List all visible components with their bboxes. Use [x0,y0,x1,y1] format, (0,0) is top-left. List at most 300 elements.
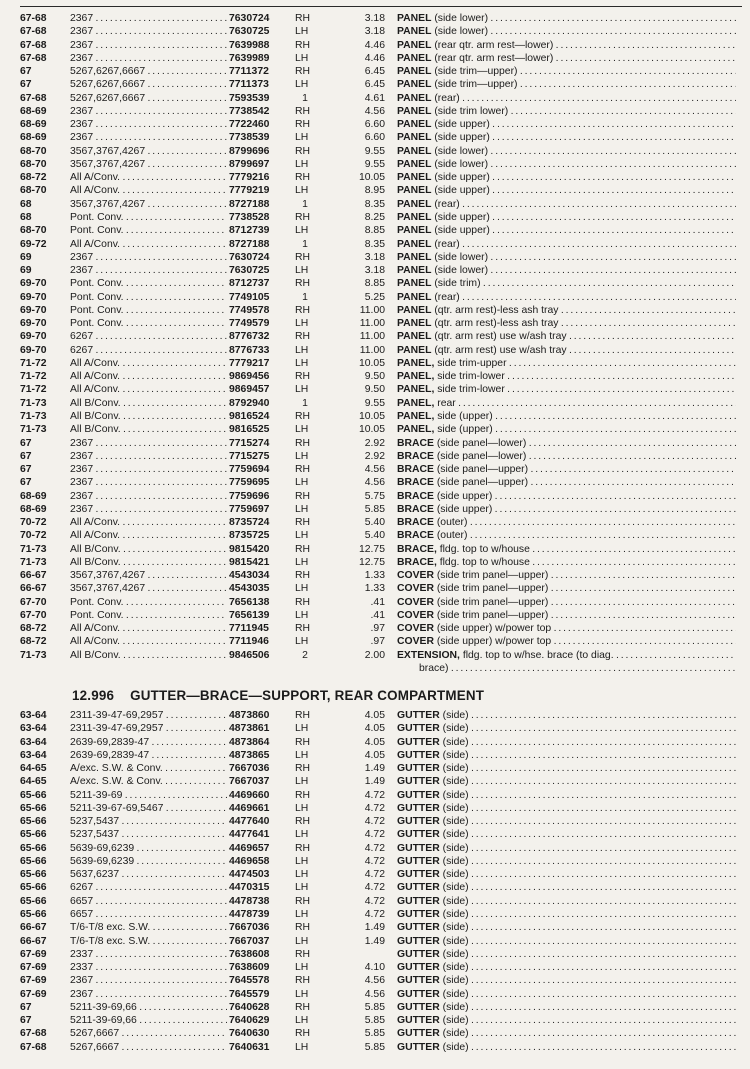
model-cell: 5237,5437 . . . [70,815,227,828]
table-row [20,264,748,277]
side-qty-cell: LH [295,583,309,595]
part-number-cell: 7779216 [229,172,270,184]
part-name: BRACE, [397,556,437,568]
description-cell [397,437,736,450]
side-qty-cell: LH [295,935,309,947]
year-cell: 63-64 [20,736,47,748]
description-cell [397,264,736,277]
year-cell: 71-72 [20,384,47,396]
table-row [20,908,748,921]
part-number-cell: 4873864 [229,736,270,748]
year-cell: 68 [20,211,32,223]
price-cell: 4.72 [364,908,385,920]
price-cell: 10.05 [358,410,385,422]
part-number-cell: 4469661 [229,802,270,814]
price-cell: 5.85 [364,503,385,515]
price-cell: 8.25 [364,211,385,223]
part-name: COVER [397,636,434,648]
side-qty-cell: LH [295,52,309,64]
price-cell: 6.45 [364,66,385,78]
part-number-cell: 7630725 [229,26,270,38]
part-description: (qtr. arm rest)-less ash tray [434,304,559,316]
description-cell [397,476,736,489]
part-description: (side) [442,723,469,735]
year-cell: 71-73 [20,397,47,409]
year-cell: 69-70 [20,291,47,303]
side-qty-cell: 1 [302,238,308,250]
table-row [20,78,748,91]
price-cell: 5.75 [364,490,385,502]
year-cell: 67 [20,450,32,462]
side-qty-cell: LH [295,802,309,814]
part-name: COVER [397,570,434,582]
year-cell: 67-70 [20,596,47,608]
price-cell: 6.60 [364,119,385,131]
part-name: PANEL [397,344,432,356]
part-description: (side) [442,975,469,987]
part-description: (side) [442,842,469,854]
year-cell: 68 [20,198,32,210]
side-qty-cell: RH [295,437,311,449]
part-name: BRACE [397,490,434,502]
model-cell: 5639-69,6239 . . . [70,855,227,868]
model-cell: 5211-39-69,66 . . . [70,1001,227,1014]
table-row [20,895,748,908]
model-cell: 3567,3767,4267 . . . [70,198,227,211]
model-cell: 2367 . . . [70,251,227,264]
part-number-cell: 8727188 [229,238,270,250]
part-number-cell: 8735724 [229,517,270,529]
part-number-cell: 7749578 [229,304,270,316]
part-number-cell: 7738542 [229,105,270,117]
year-cell: 69-72 [20,238,47,250]
description-cell [397,842,736,855]
year-cell: 65-66 [20,908,47,920]
part-description: (side panel—upper) [436,477,529,489]
price-cell: 4.72 [364,789,385,801]
part-name: GUTTER [397,710,440,721]
side-qty-cell: RH [295,1028,311,1040]
description-cell [397,569,736,582]
year-cell: 67-68 [20,1041,47,1053]
part-number-cell: 7667037 [229,776,270,788]
year-cell: 67 [20,1015,32,1027]
part-number-cell: 7779217 [229,357,270,369]
part-name: PANEL [397,39,432,51]
model-cell: All A/Conv. . . . [70,635,227,648]
part-description: (side) [442,922,469,934]
description-cell [397,158,736,171]
side-qty-cell: LH [295,962,309,974]
price-cell: 4.05 [364,749,385,761]
price-cell: 3.18 [364,26,385,38]
model-cell: All B/Conv. . . . [70,410,227,423]
parts-table-gutters [20,709,748,1054]
part-name: GUTTER [397,1001,440,1013]
side-qty-cell: RH [295,331,311,343]
part-name: BRACE [397,517,434,529]
year-cell: 68-72 [20,172,47,184]
price-cell: 6.60 [364,132,385,144]
model-cell: 2367 . . . [70,12,227,25]
part-description: (qtr. arm rest) use w/ash tray [434,344,567,356]
part-description: (side trim panel—upper) [436,596,549,608]
side-qty-cell: LH [295,829,309,841]
side-qty-cell: LH [295,357,309,369]
part-number-cell: 7715275 [229,450,270,462]
part-number-cell: 7711945 [229,623,269,635]
part-name: PANEL [397,79,432,91]
model-cell: 5267,6267,6667 . . . [70,78,227,91]
description-cell [397,184,736,197]
price-cell: 4.61 [364,92,385,104]
part-description: (side) [442,710,469,721]
part-name: GUTTER [397,723,440,735]
year-cell: 67 [20,437,32,449]
model-cell: A/exc. S.W. & Conv. . . . [70,762,227,775]
part-description: side trim-lower [437,371,505,383]
side-qty-cell: LH [295,776,309,788]
part-number-cell: 7667037 [229,935,270,947]
year-cell: 70-72 [20,530,47,542]
year-cell: 69 [20,251,32,263]
table-row [20,330,748,343]
description-cell [397,948,736,961]
side-qty-cell: RH [295,736,311,748]
year-cell: 67-69 [20,988,47,1000]
side-qty-cell: RH [295,975,311,987]
part-number-cell: 8799697 [229,158,270,170]
price-cell: 5.40 [364,530,385,542]
side-qty-cell: RH [295,145,311,157]
price-cell: 9.55 [364,397,385,409]
section-heading [72,688,484,703]
year-cell: 64-65 [20,776,47,788]
description-cell [397,131,736,144]
table-row [20,649,748,662]
side-qty-cell: RH [295,623,311,635]
side-qty-cell: RH [295,816,311,828]
model-cell: All B/Conv. . . . [70,423,227,436]
model-cell: 5211-39-67-69,5467 . . . [70,802,227,815]
part-number-cell: 4469660 [229,789,270,801]
model-cell: Pont. Conv. . . . [70,277,227,290]
side-qty-cell: RH [295,172,311,184]
model-cell: 2367 . . . [70,25,227,38]
table-row [20,961,748,974]
side-qty-cell: LH [295,26,309,38]
description-cell [397,39,736,52]
part-name: GUTTER [397,855,440,867]
model-cell: 3567,3767,4267 . . . [70,582,227,595]
description-cell [397,198,736,211]
price-cell: 2.00 [364,649,385,661]
part-description: (side trim panel—upper) [436,609,549,621]
price-cell: 2.92 [364,437,385,449]
description-cell [397,1014,736,1027]
side-qty-cell: LH [295,225,309,237]
model-cell: 6657 . . . [70,908,227,921]
part-name: BRACE [397,450,434,462]
table-row [20,815,748,828]
model-cell: 5237,5437 . . . [70,828,227,841]
part-number-cell: 9816524 [229,410,270,422]
description-cell [397,974,736,987]
price-cell: 4.72 [364,842,385,854]
part-number-cell: 4478739 [229,908,270,920]
description-cell [397,895,736,908]
model-cell: Pont. Conv. . . . [70,224,227,237]
side-qty-cell: LH [295,609,309,621]
part-name: GUTTER [397,1028,440,1040]
description-cell [397,145,736,158]
table-row [20,171,748,184]
description-cell [397,65,736,78]
description-cell [397,516,736,529]
price-cell: 9.55 [364,145,385,157]
model-cell: 5267,6667 . . . [70,1041,227,1054]
side-qty-cell: LH [295,1015,309,1027]
part-number-cell: 4478738 [229,895,270,907]
side-qty-cell: RH [295,371,311,383]
part-name: PANEL [397,66,432,78]
part-number-cell: 4474503 [229,869,270,881]
part-number-cell: 7738528 [229,211,270,223]
part-description: (side) [442,776,469,788]
table-row [20,948,748,961]
description-cell [397,78,736,91]
section-title: GUTTER—BRACE—SUPPORT, REAR COMPARTMENT [130,688,485,703]
description-cell [397,762,736,775]
model-cell: 6267 . . . [70,344,227,357]
table-row [20,596,748,609]
side-qty-cell: LH [295,265,309,277]
year-cell: 71-72 [20,371,47,383]
year-cell: 65-66 [20,842,47,854]
part-name: GUTTER [397,736,440,748]
model-cell: 2639-69,2839-47 . . . [70,749,227,762]
table-row [20,881,748,894]
part-description: (side upper) w/power top [436,623,552,635]
part-description: (side) [442,935,469,947]
table-row [20,52,748,65]
model-cell: 2367 . . . [70,39,227,52]
price-cell: 4.56 [364,105,385,117]
price-cell: 4.56 [364,477,385,489]
side-qty-cell: RH [295,119,311,131]
description-cell [397,961,736,974]
part-description: (side upper) [436,490,493,502]
year-cell: 67 [20,464,32,476]
side-qty-cell: RH [295,517,311,529]
description-cell [397,736,736,749]
model-cell: All A/Conv. . . . [70,171,227,184]
part-number-cell: 7759695 [229,477,270,489]
model-cell: 3567,3767,4267 . . . [70,569,227,582]
table-row [20,974,748,987]
table-row [20,463,748,476]
price-cell: 6.45 [364,79,385,91]
part-description: (side lower) [434,26,489,38]
part-number-cell: 4469657 [229,842,270,854]
part-name: GUTTER [397,935,440,947]
year-cell: 68-69 [20,119,47,131]
year-cell: 68-70 [20,185,47,197]
year-cell: 67 [20,1001,32,1013]
part-name: BRACE [397,464,434,476]
side-qty-cell: RH [295,543,311,555]
table-row [20,868,748,881]
side-qty-cell: LH [295,477,309,489]
description-cell [397,622,736,635]
year-cell: 65-66 [20,869,47,881]
part-number-cell: 9816525 [229,424,270,436]
model-cell: 2367 . . . [70,105,227,118]
side-qty-cell: RH [295,570,311,582]
description-cell [397,881,736,894]
description-cell [397,815,736,828]
part-number-cell: 7749579 [229,318,270,330]
description-cell [397,828,736,841]
year-cell: 70-72 [20,517,47,529]
year-cell: 71-73 [20,424,47,436]
table-row [20,450,748,463]
model-cell: All A/Conv. . . . [70,622,227,635]
part-number-cell: 4543035 [229,583,270,595]
part-description: (qtr. arm rest) use w/ash tray [434,331,567,343]
side-qty-cell: 1 [302,291,308,303]
part-number-cell: 7711946 [229,636,269,648]
description-cell [397,370,736,383]
side-qty-cell: RH [295,922,311,934]
part-number-cell: 8735725 [229,530,270,542]
part-name: GUTTER [397,1041,440,1053]
year-cell: 68-72 [20,636,47,648]
year-cell: 69-70 [20,318,47,330]
price-cell: .97 [370,623,385,635]
part-name: PANEL [397,132,432,144]
part-description: (side) [442,988,469,1000]
part-name: BRACE [397,530,434,542]
side-qty-cell: LH [295,530,309,542]
model-cell: All B/Conv. . . . [70,649,227,662]
part-description: (side trim) [434,278,481,290]
part-name: PANEL [397,185,432,197]
description-cell [397,503,736,516]
description-cell [397,92,736,105]
table-row [20,828,748,841]
price-cell: 8.85 [364,278,385,290]
side-qty-cell: RH [295,710,311,721]
table-row [20,855,748,868]
part-number-cell: 9815421 [229,556,270,568]
description-cell [397,423,736,436]
year-cell: 68-69 [20,105,47,117]
description-cell [397,238,736,251]
part-description: (side upper) [434,132,490,144]
year-cell: 67-69 [20,975,47,987]
side-qty-cell: LH [295,988,309,1000]
side-qty-cell: LH [295,450,309,462]
table-row [20,762,748,775]
part-number-cell: 7779219 [229,185,270,197]
model-cell: T/6-T/8 exc. S.W. . . . [70,935,227,948]
price-cell: 5.85 [364,1028,385,1040]
price-cell: 1.33 [364,570,385,582]
table-row [20,370,748,383]
table-row [20,529,748,542]
part-description: (rear) [434,198,460,210]
side-qty-cell: RH [295,1001,311,1013]
table-row [20,39,748,52]
price-cell: 4.05 [364,710,385,721]
year-cell: 65-66 [20,829,47,841]
part-description: (side upper) [434,185,490,197]
description-cell [397,582,736,595]
section-number: 12.996 [72,688,115,703]
part-name: GUTTER [397,988,440,1000]
model-cell: 2367 . . . [70,264,227,277]
part-number-cell: 7645578 [229,975,270,987]
part-number-cell: 7640629 [229,1015,270,1027]
table-row [20,736,748,749]
price-cell: 9.50 [364,371,385,383]
price-cell: 4.10 [364,962,385,974]
price-cell: 11.00 [359,318,385,330]
side-qty-cell: LH [295,318,309,330]
table-row-continuation [20,662,748,675]
price-cell: 1.33 [364,583,385,595]
part-number-cell: 7667036 [229,922,270,934]
part-number-cell: 7645579 [229,988,270,1000]
table-row [20,842,748,855]
table-row [20,775,748,788]
part-number-cell: 7638609 [229,962,270,974]
description-cell [397,330,736,343]
description-cell [397,988,736,1001]
description-cell [397,1001,736,1014]
part-name: PANEL [397,225,432,237]
part-number-cell: 8776732 [229,331,270,343]
part-name: PANEL [397,52,432,64]
price-cell: 4.72 [364,882,385,894]
side-qty-cell: RH [295,596,311,608]
model-cell: 2367 . . . [70,52,227,65]
part-description: (side upper) [434,225,490,237]
part-name: PANEL, [397,384,435,396]
part-number-cell: 7639988 [229,39,270,51]
part-description: (side) [442,895,469,907]
part-description: (side) [442,1041,469,1053]
part-number-cell: 4469658 [229,855,270,867]
part-number-cell: 7656138 [229,596,270,608]
part-description: side trim-upper [437,357,507,369]
part-name: PANEL [397,145,432,157]
table-row [20,635,748,648]
part-name: BRACE [397,477,434,489]
year-cell: 67-68 [20,92,47,104]
side-qty-cell: LH [295,882,309,894]
price-cell: 12.75 [358,556,385,568]
model-cell: 5211-39-69,66 . . . [70,1014,227,1027]
part-description: (side lower) [434,251,489,263]
description-cell [397,529,736,542]
price-cell: 8.95 [364,185,385,197]
model-cell: All A/Conv. . . . [70,238,227,251]
part-description: (side lower) [434,265,489,277]
part-description: (outer) [436,530,468,542]
part-description: (side upper) [434,172,490,184]
